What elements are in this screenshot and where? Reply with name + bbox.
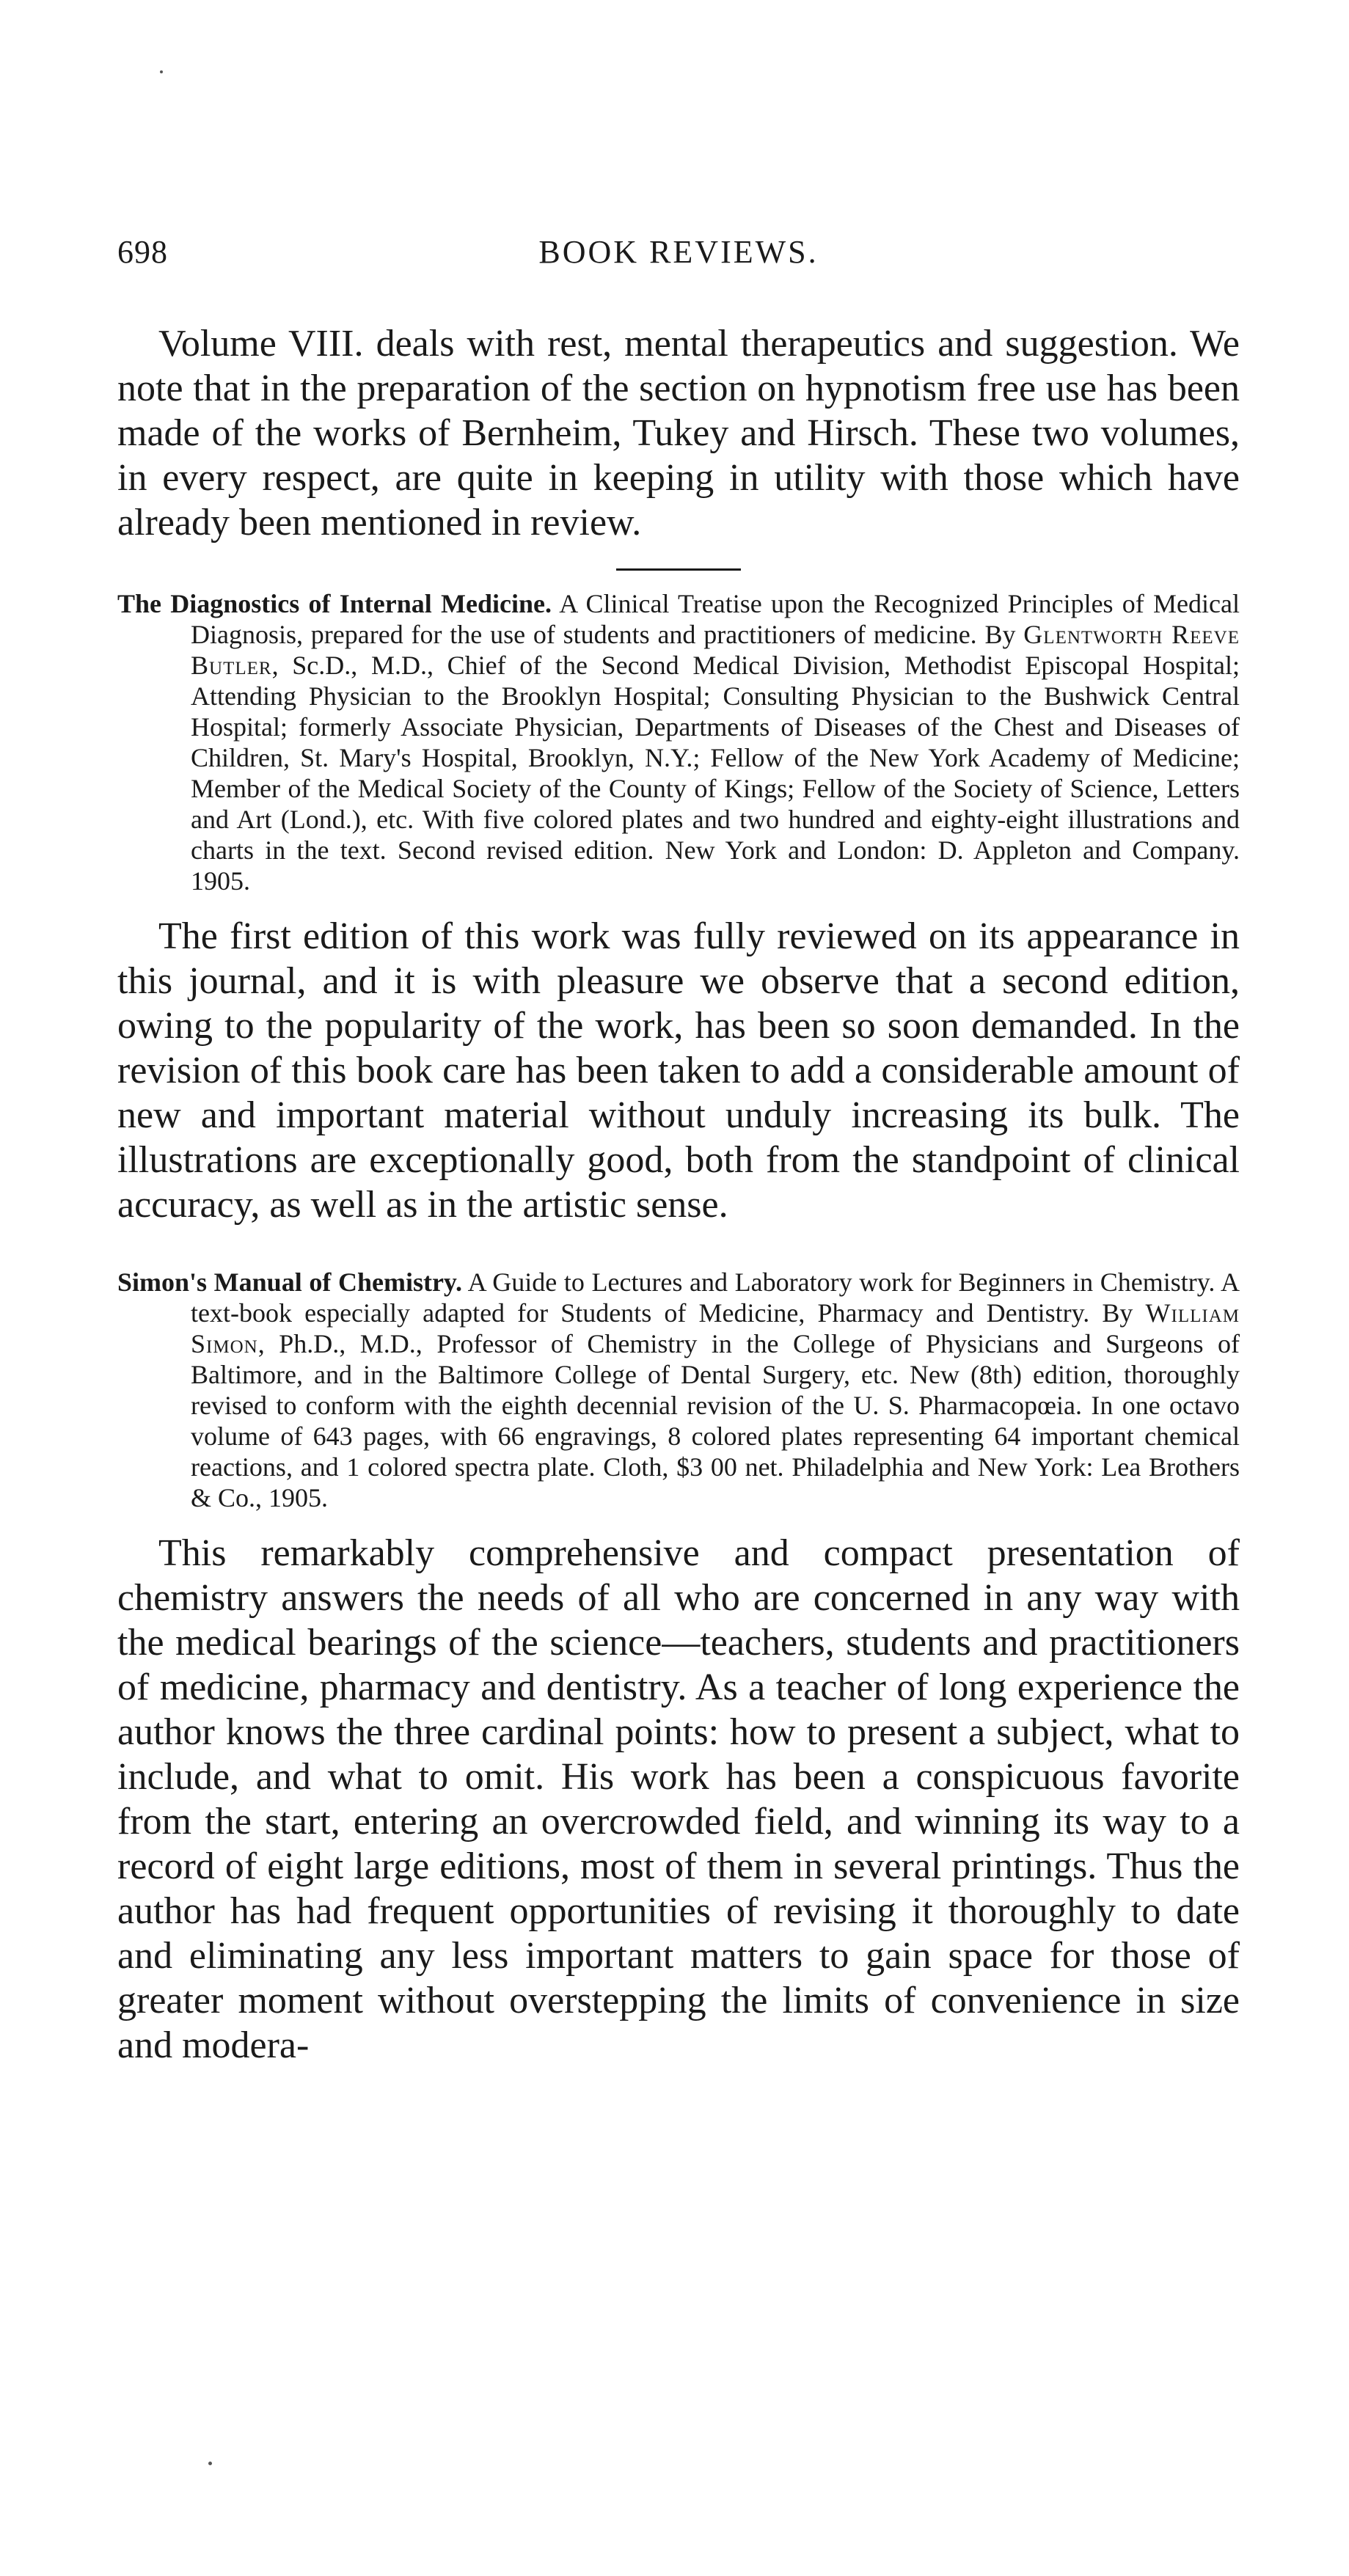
citation-author: William Simon: [191, 1298, 1240, 1358]
stray-mark-top: [160, 70, 163, 73]
citation-title: The Diagnostics of Internal Medicine.: [117, 589, 552, 618]
running-head: [117, 233, 1240, 280]
review-chemistry: [117, 1267, 1240, 2068]
citation-chemistry: [117, 1267, 1240, 1513]
review-text-chemistry: This remarkably comprehensive and compact presentation of chemistry answers the needs of all who are concerned in any way with the medical bearings of the science—teachers, students and practitioners of medicine, pharmacy and dentistry. As a teacher of long experience the author knows the three cardinal points: how to present a subject, what to include, and what to omit. His work has been a conspicuous favorite from the start, entering an overcrowded field, and winning its way to a record of eight large editions, most of them in several printings. Thus the author has had frequent opportunities of revising it thoroughly to date and eliminating any less important matters to gain space for those of greater moment without overstepping the limits of convenience in size and modera-: [117, 1532, 1240, 2066]
page-number: 698: [117, 234, 168, 270]
running-title: BOOK REVIEWS.: [538, 234, 819, 270]
review-text-diagnostics: The first edition of this work was fully reviewed on its appearance in this journal, and it is with pleasure we observe that a second edition, owing to the popularity of the work, has been so soon demanded. In the revision of this book care has been taken to add a considerable amount of new and important material without unduly increasing its bulk. The illustrations are exceptionally good, both from the standpoint of clinical accuracy, as well as in the artistic sense.: [117, 915, 1240, 1226]
intro-paragraph: Volume VIII. deals with rest, mental therapeutics and suggestion. We note that in the preparation of the section on hypnotism free use has been made of the works of Bernheim, Tukey and Hirsch. These two volumes, in every respect, are quite in keeping in utility with those which have already been mentioned in review.: [117, 323, 1240, 544]
citation-details: , Ph.D., M.D., Professor of Chemistry in the College of Physicians and Surgeons of Baltimore, and in the Baltimore College of Dental Surgery, etc. New (8th) edition, thoroughly revised to conform with the eighth decennial revision of the U. S. Pharmacopœia. In one octavo volume of 643 pages, with 66 engravings, 8 colored plates representing 64 important chemical reactions, and 1 colored spectra plate. Cloth, $3 00 net. Philadelphia and New York: Lea Brothers & Co., 1905.: [191, 1329, 1240, 1512]
citation-title: Simon's Manual of Chemistry.: [117, 1267, 462, 1297]
citation-subtitle: A Guide to Lectures and Laboratory work for Beginners in Chemistry. A text-book especially adapted for Students of Medicine, Pharmacy and Dentistry. By: [191, 1267, 1240, 1328]
citation-details: , Sc.D., M.D., Chief of the Second Medical Division, Methodist Episcopal Hospital; Attending Physician to the Brooklyn Hospital; Consulting Physician to the Bushwick Central Hospital; formerly Associate Physician, Departments of Diseases of the Chest and Diseases of Children, St. Mary's Hospital, Brooklyn, N.Y.; Fellow of the New York Academy of Medicine; Member of the Medical Society of the County of Kings; Fellow of the Society of Science, Letters and Art (Lond.), etc. With five colored plates and two hundred and eighty-eight illustrations and charts in the text. Second revised edition. New York and London: D. Appleton and Company. 1905.: [191, 651, 1240, 896]
citation-diagnostics: [117, 588, 1240, 896]
stray-mark-bottom: [208, 2462, 212, 2465]
section-divider: [616, 568, 741, 571]
book-page: [117, 233, 1240, 2107]
citation-subtitle: A Clinical Treatise upon the Recognized Principles of Medical Diagnosis, prepared for the use of students and practitioners of medicine. By: [191, 589, 1240, 649]
review-diagnostics: [117, 588, 1240, 1227]
citation-author: Glentworth Reeve Butler: [191, 620, 1240, 680]
